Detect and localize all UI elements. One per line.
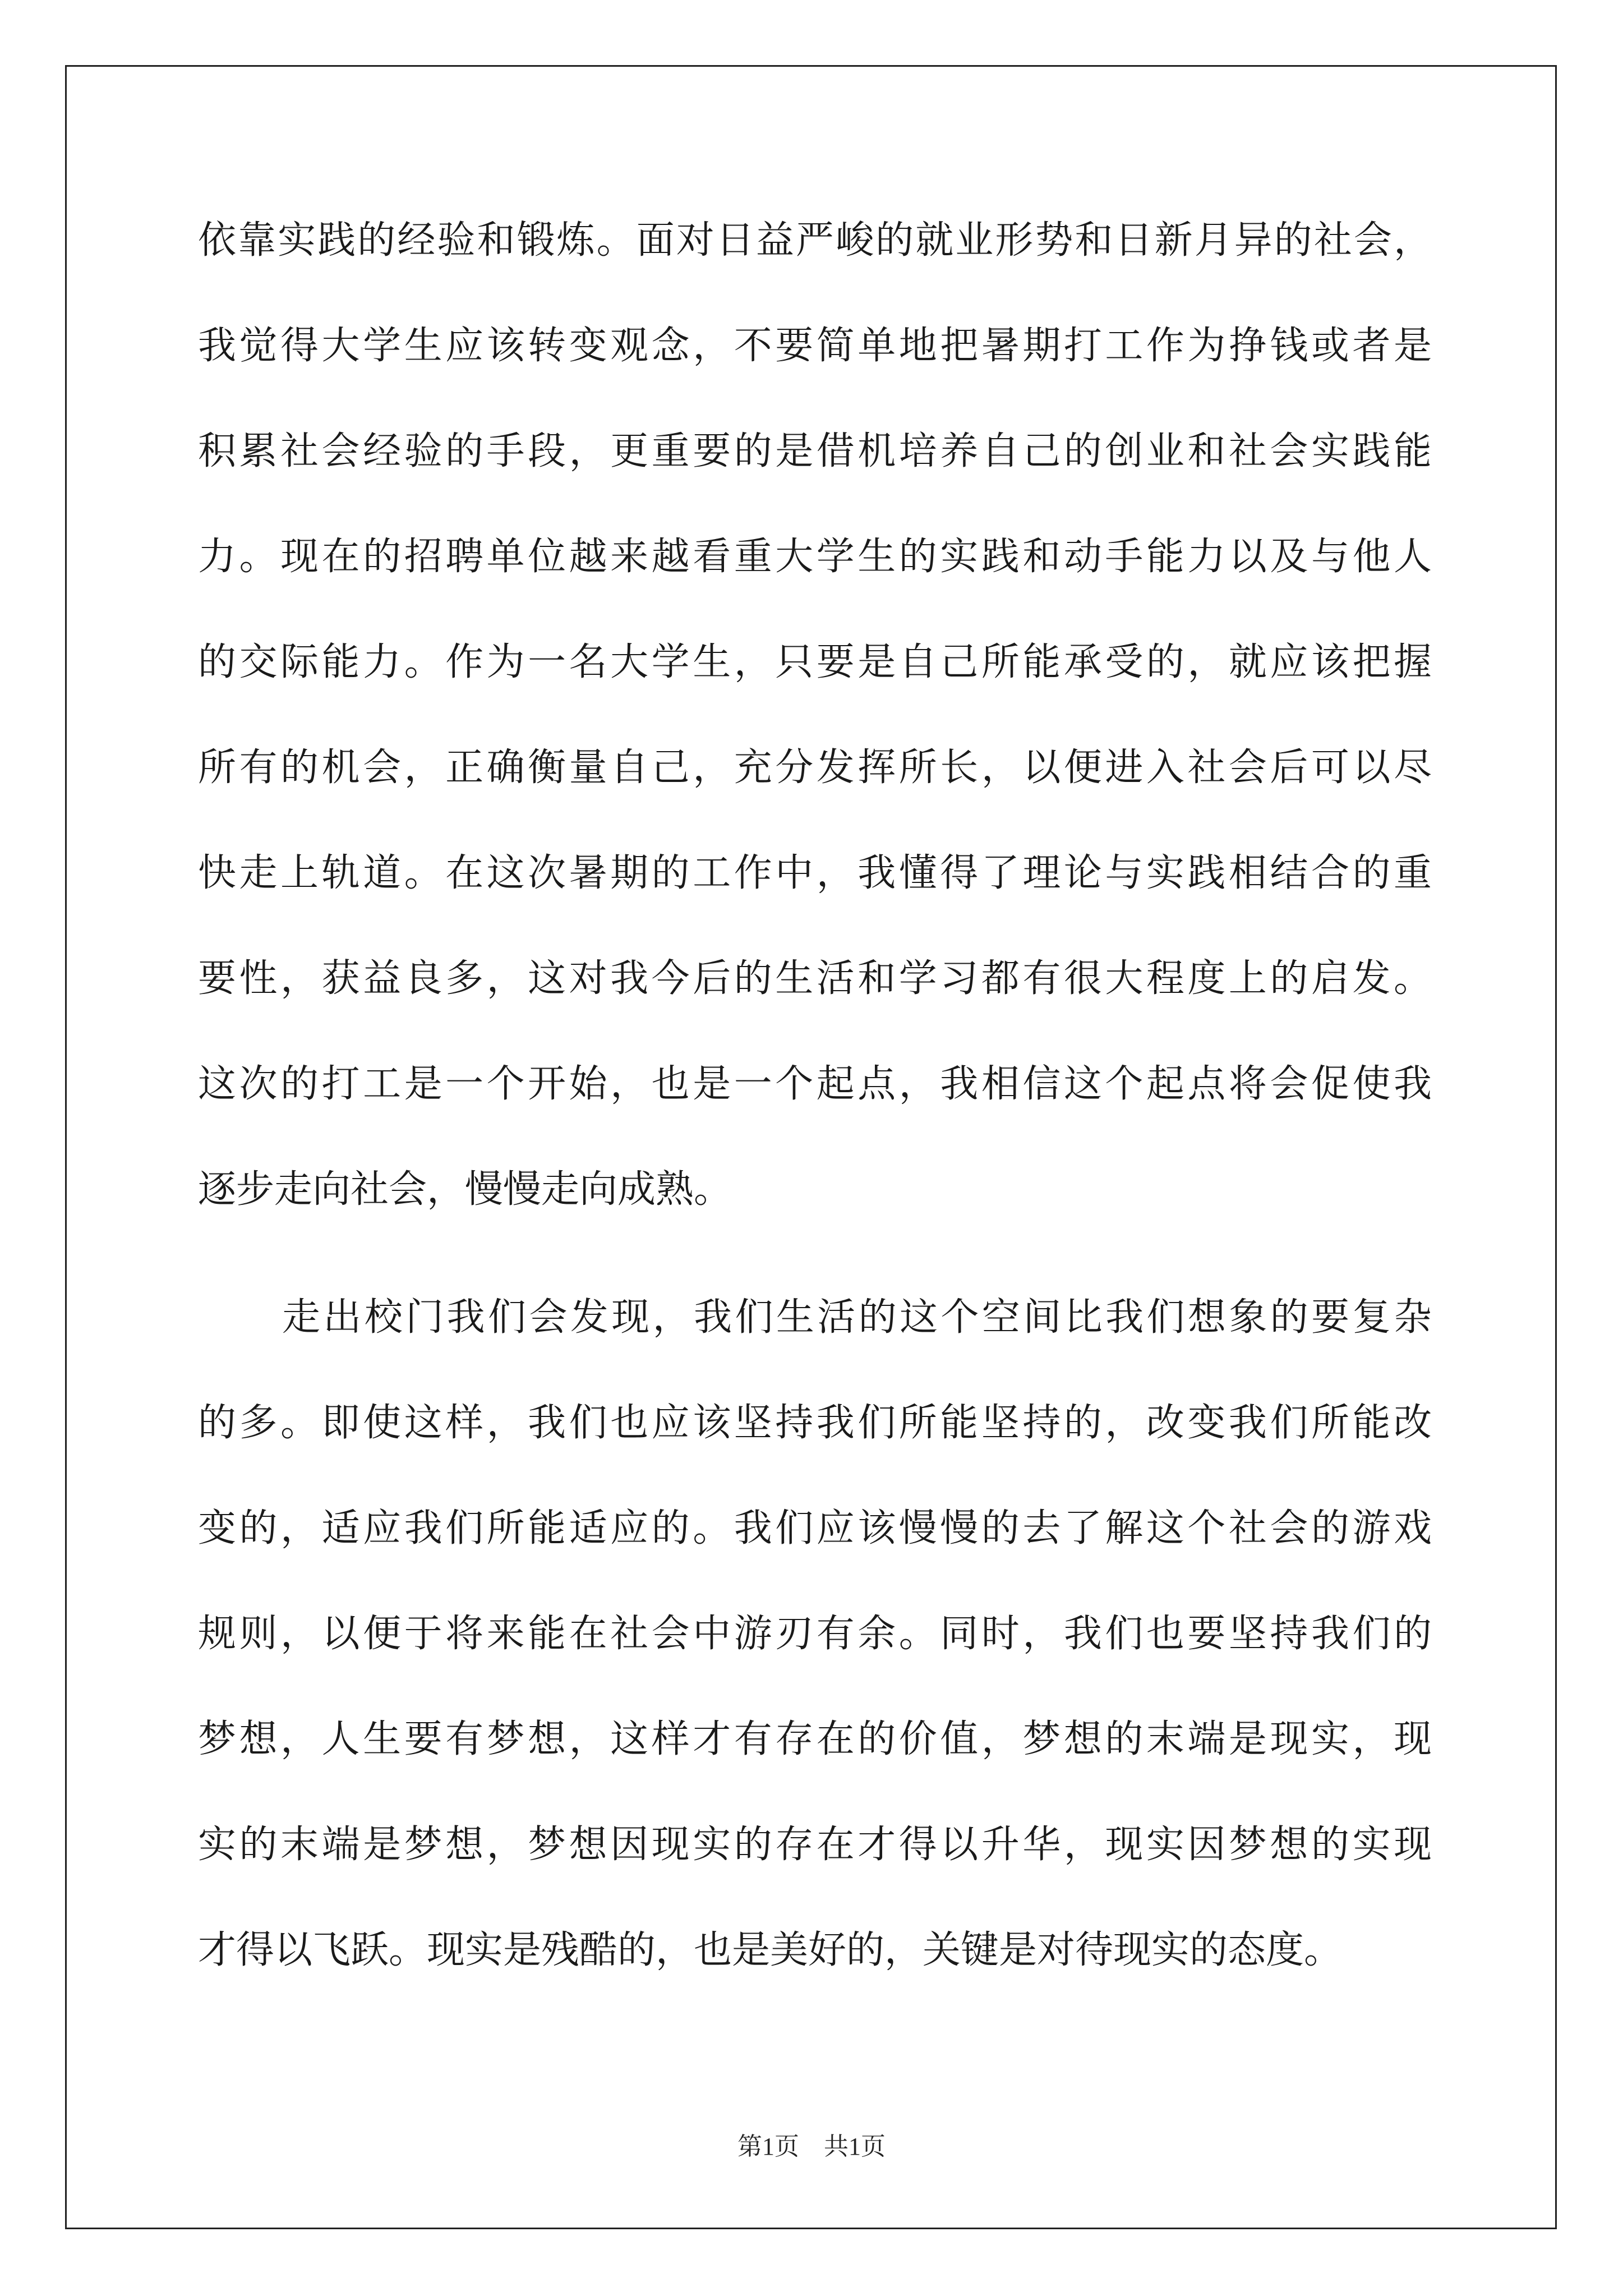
- text-line: 实的末端是梦想，梦想因现实的存在才得以升华，现实因梦想的实现: [198, 1823, 1432, 1867]
- text-line: 力。现在的招聘单位越来越看重大学生的实践和动手能力以及与他人: [198, 535, 1432, 579]
- text-line: 的多。即使这样，我们也应该坚持我们所能坚持的，改变我们所能改: [198, 1401, 1432, 1445]
- document-body: [198, 188, 1432, 2003]
- text-line: 梦想，人生要有梦想，这样才有存在的价值，梦想的末端是现实，现: [198, 1717, 1432, 1761]
- text-line: 逐步走向社会，慢慢走向成熟。: [198, 1167, 732, 1212]
- text-line: 的交际能力。作为一名大学生，只要是自己所能承受的，就应该把握: [198, 640, 1432, 684]
- paragraph-1: [198, 188, 1432, 1243]
- text-line: 规则，以便于将来能在社会中游刃有余。同时，我们也要坚持我们的: [198, 1612, 1432, 1656]
- text-line: 才得以飞跃。现实是残酷的，也是美好的，关键是对待现实的态度。: [198, 1928, 1343, 1972]
- text-line: 要性，获益良多，这对我今后的生活和学习都有很大程度上的启发。: [198, 956, 1432, 1001]
- text-line: 变的，适应我们所能适应的。我们应该慢慢的去了解这个社会的游戏: [198, 1506, 1432, 1550]
- text-line: 走出校门我们会发现，我们生活的这个空间比我们想象的要复杂: [282, 1295, 1432, 1340]
- page-number-footer: 第1页 共1页: [737, 2133, 886, 2160]
- paragraph-2: [198, 1265, 1432, 2003]
- text-line: 积累社会经验的手段，更重要的是借机培养自己的创业和社会实践能: [198, 429, 1432, 473]
- text-line: 我觉得大学生应该转变观念，不要简单地把暑期打工作为挣钱或者是: [198, 324, 1432, 368]
- text-line: 这次的打工是一个开始，也是一个起点，我相信这个起点将会促使我: [198, 1062, 1432, 1106]
- text-line: 所有的机会，正确衡量自己，充分发挥所长，以便进入社会后可以尽: [198, 746, 1432, 790]
- text-line: 快走上轨道。在这次暑期的工作中，我懂得了理论与实践相结合的重: [198, 851, 1432, 895]
- text-line: 依靠实践的经验和锻炼。面对日益严峻的就业形势和日新月异的社会，: [198, 218, 1432, 263]
- paragraph-spacer: [198, 1243, 1432, 1265]
